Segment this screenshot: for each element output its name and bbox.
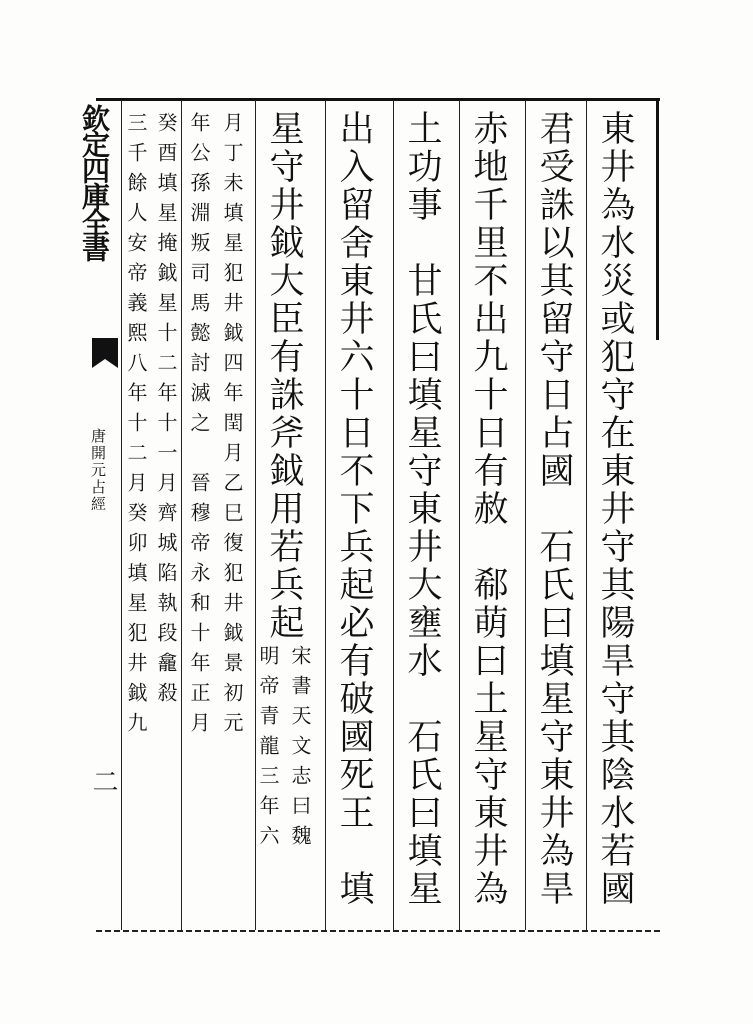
- column-rule: [181, 100, 182, 930]
- commentary-line-4: 年公孫淵叛司馬懿討滅之 晉穆帝永和十年正月: [187, 112, 211, 742]
- text-column-5: 出入留舍東井六十日不下兵起必有破國死王 填: [334, 110, 374, 908]
- column-rule: [586, 100, 587, 930]
- column-rule: [459, 100, 460, 930]
- column-rule: [393, 100, 394, 930]
- commentary-line-3: 月丁未填星犯井鉞四年閏月乙巳復犯井鉞景初元: [220, 112, 244, 742]
- text-column-1: 東井為水災或犯守在東井守其陽旱守其陰水若國: [595, 110, 635, 908]
- text-column-6: 星守井鉞大臣有誅斧鉞用若兵起: [264, 110, 304, 642]
- commentary-line-6: 三千餘人安帝義熙八年十二月癸卯填星犯井鉞九: [124, 112, 148, 742]
- text-column-3: 赤地千里不出九十日有赦 郗萌曰土星守東井為: [468, 110, 508, 908]
- column-rule: [121, 100, 122, 930]
- commentary-line-2: 明帝青龍三年六: [256, 645, 280, 855]
- commentary-line-5: 癸酉填星掩鉞星十二年十一月齊城陷執段龕殺: [154, 112, 178, 712]
- column-rule: [525, 100, 526, 930]
- fish-tail-ornament: [92, 338, 118, 368]
- frame-bottom-border: [96, 930, 660, 932]
- text-column-2: 君受誅以其留守日占國 石氏曰填星守東井為旱: [534, 110, 574, 908]
- margin-page-number: 二: [88, 768, 118, 794]
- column-rule: [325, 100, 326, 930]
- margin-chapter: 唐開元占經: [89, 428, 107, 513]
- frame-right-border: [656, 98, 659, 340]
- commentary-line-1: 宋書天文志曰魏: [288, 645, 312, 855]
- text-column-4: 土功事 甘氏曰填星守東井大壅水 石氏曰填星: [402, 110, 442, 908]
- margin-title: 欽定四庫全書: [78, 104, 111, 260]
